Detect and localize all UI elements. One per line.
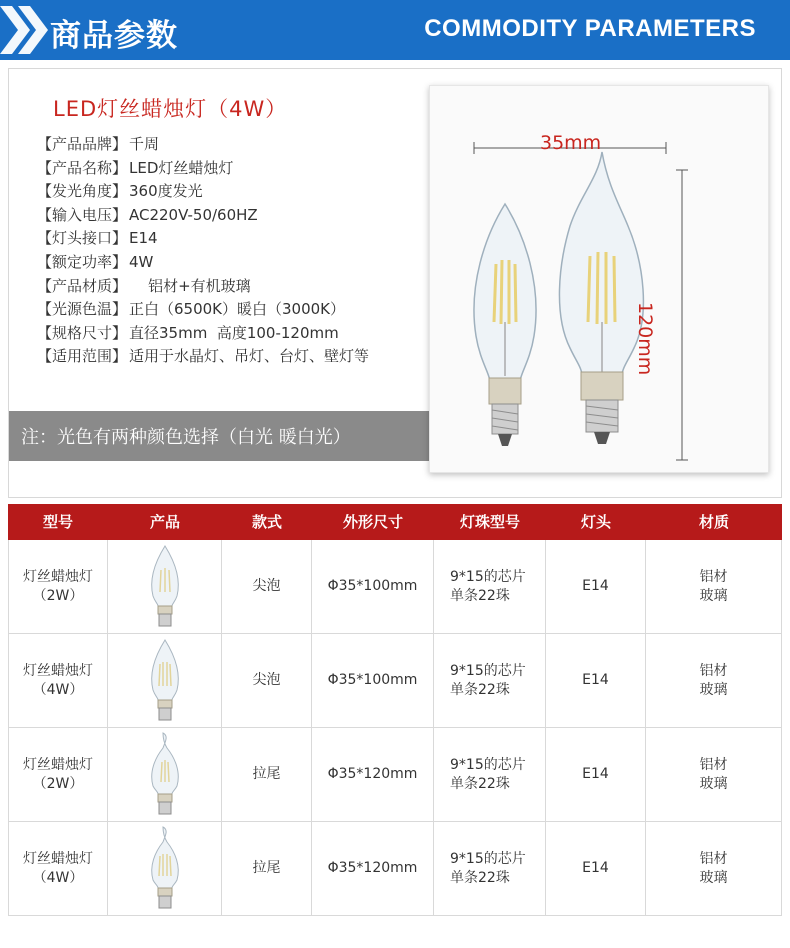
- candle-bulb-icon: [474, 204, 536, 446]
- cell-product: [108, 728, 222, 821]
- spec-row: [37, 322, 437, 346]
- spec-value: 正白（6500K）暖白（3000K）: [129, 300, 346, 319]
- material-2: 玻璃: [699, 681, 728, 698]
- spec-key: 【规格尺寸】: [37, 323, 128, 342]
- header-title-en: COMMODITY PARAMETERS: [424, 15, 756, 42]
- cell-style: 尖泡: [222, 634, 312, 727]
- material-2: 玻璃: [699, 775, 728, 792]
- column-header: 外形尺寸: [342, 513, 403, 531]
- model-table: [8, 504, 782, 916]
- cell-base: E14: [546, 540, 646, 633]
- table-header: [8, 504, 782, 540]
- spec-row: [37, 227, 437, 251]
- spec-row: [37, 275, 437, 299]
- candle-bulb-icon: [145, 638, 185, 724]
- spec-row: [37, 204, 437, 228]
- column-header: 灯珠型号: [459, 513, 520, 531]
- spec-key: 【输入电压】: [37, 205, 128, 224]
- cell-led: [434, 540, 546, 633]
- material-2: 玻璃: [699, 587, 728, 604]
- spec-key: 【光源色温】: [37, 300, 128, 319]
- led-chip: 9*15的芯片: [450, 568, 526, 585]
- spec-value: 适用于水晶灯、吊灯、台灯、壁灯等: [129, 347, 370, 366]
- material-1: 铝材: [699, 662, 728, 679]
- led-count: 单条22珠: [450, 587, 510, 604]
- model-power: （4W）: [32, 869, 84, 886]
- spec-row: [37, 345, 437, 369]
- model-power: （2W）: [32, 775, 84, 792]
- cell-material: [646, 540, 782, 633]
- tail-bulb-icon: [145, 826, 185, 912]
- spec-key: 【产品名称】: [37, 158, 128, 177]
- cell-led: [434, 728, 546, 821]
- spec-value: 4W: [129, 252, 154, 271]
- cell-product: [108, 822, 222, 915]
- material-1: 铝材: [699, 756, 728, 773]
- spec-key: 【产品品牌】: [37, 135, 128, 153]
- cell-model: [8, 634, 108, 727]
- table-row: [8, 634, 782, 728]
- material-2: 玻璃: [699, 869, 728, 886]
- spec-value: 铝材+有机玻璃: [129, 276, 251, 295]
- model-name: 灯丝蜡烛灯: [23, 756, 93, 773]
- led-chip: 9*15的芯片: [450, 662, 526, 679]
- product-photo: [429, 85, 769, 473]
- cell-model: [8, 822, 108, 915]
- spec-value: AC220V-50/60HZ: [129, 205, 258, 224]
- cell-material: [646, 822, 782, 915]
- cell-style: 尖泡: [222, 540, 312, 633]
- candle-bulb-icon: [145, 544, 185, 630]
- cell-material: [646, 728, 782, 821]
- spec-row: [37, 133, 437, 157]
- model-name: 灯丝蜡烛灯: [23, 850, 93, 867]
- material-1: 铝材: [699, 568, 728, 585]
- model-power: （2W）: [32, 587, 84, 604]
- table-row: [8, 728, 782, 822]
- spec-row: [37, 157, 437, 181]
- spec-row: [37, 251, 437, 275]
- model-name: 灯丝蜡烛灯: [23, 568, 93, 585]
- tail-bulb-icon: [145, 732, 185, 818]
- spec-key: 【产品材质】: [37, 276, 128, 295]
- cell-size: Φ35*120mm: [312, 822, 434, 915]
- model-name: 灯丝蜡烛灯: [23, 662, 93, 679]
- spec-row: [37, 180, 437, 204]
- cell-size: Φ35*100mm: [312, 540, 434, 633]
- cell-style: 拉尾: [222, 822, 312, 915]
- spec-row: [37, 298, 437, 322]
- tail-bulb-icon: [559, 152, 643, 444]
- led-count: 单条22珠: [450, 681, 510, 698]
- height-dimension-label: 120mm: [634, 302, 656, 376]
- width-dimension-label: 35mm: [540, 132, 602, 154]
- section-header: [0, 0, 790, 60]
- led-count: 单条22珠: [450, 869, 510, 886]
- spec-value: 直径35mm 高度100-120mm: [129, 323, 339, 342]
- led-chip: 9*15的芯片: [450, 756, 526, 773]
- cell-base: E14: [546, 822, 646, 915]
- cell-model: [8, 728, 108, 821]
- led-count: 单条22珠: [450, 775, 510, 792]
- column-header: 款式: [251, 513, 282, 531]
- column-header: 材质: [698, 513, 729, 531]
- cell-material: [646, 634, 782, 727]
- cell-style: 拉尾: [222, 728, 312, 821]
- cell-product: [108, 634, 222, 727]
- cell-model: [8, 540, 108, 633]
- product-name: LED灯丝蜡烛灯（4W）: [53, 97, 288, 121]
- table-row: [8, 822, 782, 916]
- material-1: 铝材: [699, 850, 728, 867]
- spec-list: [37, 133, 437, 369]
- led-chip: 9*15的芯片: [450, 850, 526, 867]
- spec-value: 千周: [129, 135, 160, 153]
- cell-led: [434, 822, 546, 915]
- product-info-panel: [8, 68, 782, 498]
- spec-key: 【适用范围】: [37, 347, 128, 366]
- cell-base: E14: [546, 728, 646, 821]
- color-note-bar: [9, 411, 429, 461]
- spec-key: 【额定功率】: [37, 252, 128, 271]
- column-header: 产品: [149, 513, 180, 531]
- spec-key: 【发光角度】: [37, 182, 128, 201]
- spec-value: 360度发光: [129, 182, 203, 201]
- spec-key: 【灯头接口】: [37, 229, 128, 248]
- spec-value: LED灯丝蜡烛灯: [129, 158, 234, 177]
- cell-size: Φ35*120mm: [312, 728, 434, 821]
- double-chevron-icon: [0, 0, 48, 60]
- cell-product: [108, 540, 222, 633]
- column-header: 灯头: [580, 513, 611, 531]
- header-title-cn: 商品参数: [50, 18, 178, 54]
- spec-value: E14: [129, 229, 158, 248]
- cell-base: E14: [546, 634, 646, 727]
- cell-size: Φ35*100mm: [312, 634, 434, 727]
- column-header: 型号: [42, 513, 73, 531]
- color-note: 注：光色有两种颜色选择（白光 暖白光）: [21, 427, 351, 448]
- table-row: [8, 540, 782, 634]
- cell-led: [434, 634, 546, 727]
- model-power: （4W）: [32, 681, 84, 698]
